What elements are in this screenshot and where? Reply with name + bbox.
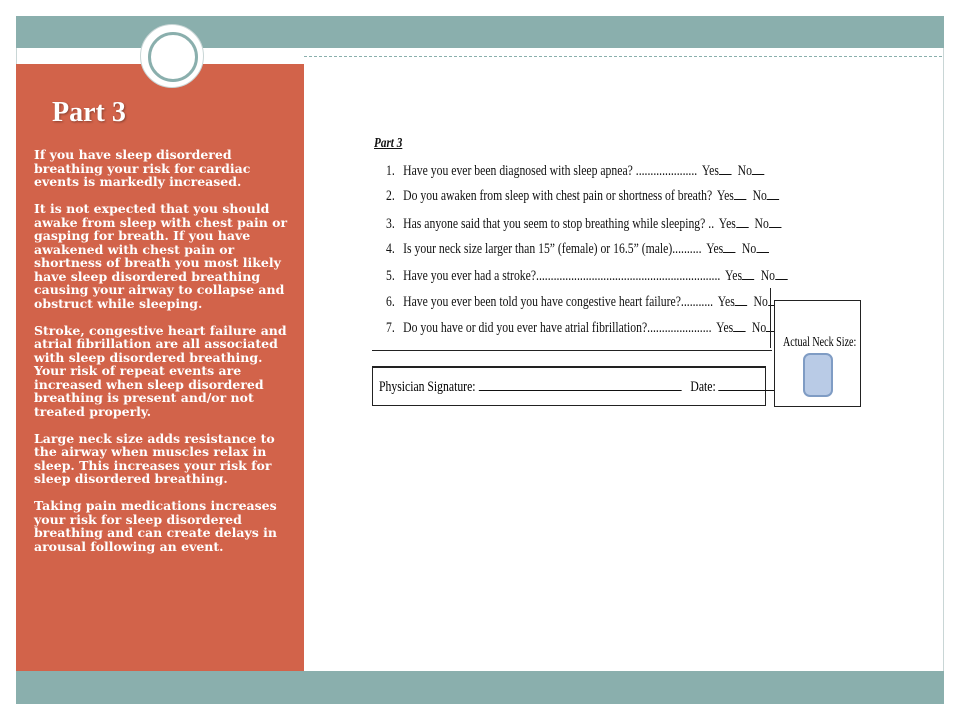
no-label: No	[737, 163, 752, 179]
form-border	[770, 288, 771, 348]
no-label: No	[753, 294, 768, 310]
question-number: 6.	[386, 293, 395, 310]
yes-option[interactable]	[725, 267, 755, 285]
signature-field[interactable]	[478, 376, 681, 391]
paragraph-cardiac-risk: If you have sleep disordered breathing your risk for cardiac events is markedly increased.	[34, 147, 251, 189]
yes-label: Yes	[716, 188, 734, 204]
explanation-text	[34, 148, 290, 567]
paragraph-chest-pain: It is not expected that you should awake from sleep with chest pain or gasping for breath. If you have awakened with chest pain or shortness of breath you most likely have sleep disordered breathing causing your airway to collapse and obstruct while sleeping.	[34, 201, 288, 311]
question-row	[386, 185, 779, 207]
yes-label: Yes	[718, 216, 736, 232]
yes-option[interactable]	[718, 293, 748, 311]
neck-size-input[interactable]	[803, 353, 833, 397]
paragraph-pain-meds: Taking pain medications increases your risk for sleep disordered breathing and can create delays in arousal following an event.	[34, 498, 277, 554]
decorative-circle-icon	[140, 24, 204, 88]
paragraph-neck-size: Large neck size adds resistance to the airway when muscles relax in sleep. This increases your risk for sleep disordered breathing.	[34, 430, 275, 486]
question-row	[386, 213, 781, 235]
yes-label: Yes	[717, 294, 735, 310]
yes-option[interactable]	[702, 162, 732, 180]
question-row	[386, 160, 764, 182]
question-number: 4.	[386, 240, 395, 257]
question-row	[386, 317, 779, 339]
neck-size-label: Actual Neck Size:	[783, 335, 857, 350]
no-label: No	[760, 268, 776, 284]
question-text: Have you ever been diagnosed with sleep apnea? .....................	[403, 162, 698, 179]
no-label: No	[741, 241, 757, 257]
no-option[interactable]	[753, 187, 780, 205]
question-text: Have you ever been told you have congestive heart failure?...........	[403, 293, 714, 310]
yes-label: Yes	[706, 241, 724, 257]
neck-size-box	[774, 300, 861, 407]
paragraph-stroke: Stroke, congestive heart failure and atrial fibrillation are all associated with sleep disordered breathing. Your risk of repeat events are increased when sleep disordered breathing is present and/or not treated properly.	[34, 322, 287, 419]
question-text: Have you ever had a stroke?...............................................................	[403, 267, 721, 284]
no-label: No	[754, 216, 769, 232]
yes-option[interactable]	[719, 215, 749, 233]
question-number: 2.	[386, 187, 395, 204]
question-row	[386, 238, 769, 260]
question-number: 7.	[386, 319, 395, 336]
question-number: 3.	[386, 215, 395, 232]
question-row	[386, 265, 788, 287]
form-title: Part 3	[374, 136, 403, 151]
question-text: Do you have or did you ever have atrial fibrillation?......................	[403, 319, 712, 336]
decorative-ring	[148, 32, 198, 82]
page-title: Part 3	[52, 97, 126, 128]
yes-label: Yes	[701, 163, 719, 179]
no-option[interactable]	[742, 240, 769, 258]
yes-option[interactable]	[706, 240, 736, 258]
date-label: Date:	[690, 379, 716, 395]
no-label: No	[751, 320, 767, 336]
yes-option[interactable]	[717, 187, 747, 205]
question-number: 1.	[386, 162, 395, 179]
signature-label: Physician Signature:	[379, 379, 476, 395]
no-option[interactable]	[738, 162, 765, 180]
question-text: Is your neck size larger than 15” (female) or 16.5” (male)..........	[403, 240, 702, 257]
question-text: Has anyone said that you seem to stop breathing while sleeping? ..	[403, 215, 715, 232]
header-divider	[304, 56, 942, 57]
yes-label: Yes	[716, 320, 734, 336]
no-label: No	[752, 188, 767, 204]
no-option[interactable]	[755, 215, 782, 233]
bottom-band	[16, 671, 944, 704]
no-option[interactable]	[761, 267, 788, 285]
yes-label: Yes	[724, 268, 743, 284]
signature-row	[379, 376, 775, 396]
signature-box	[372, 366, 766, 406]
form-border	[372, 350, 772, 351]
question-text: Do you awaken from sleep with chest pain or shortness of breath?	[403, 187, 713, 204]
date-field[interactable]	[719, 376, 775, 391]
question-number: 5.	[386, 267, 395, 284]
question-row	[386, 291, 780, 313]
yes-option[interactable]	[716, 319, 746, 337]
